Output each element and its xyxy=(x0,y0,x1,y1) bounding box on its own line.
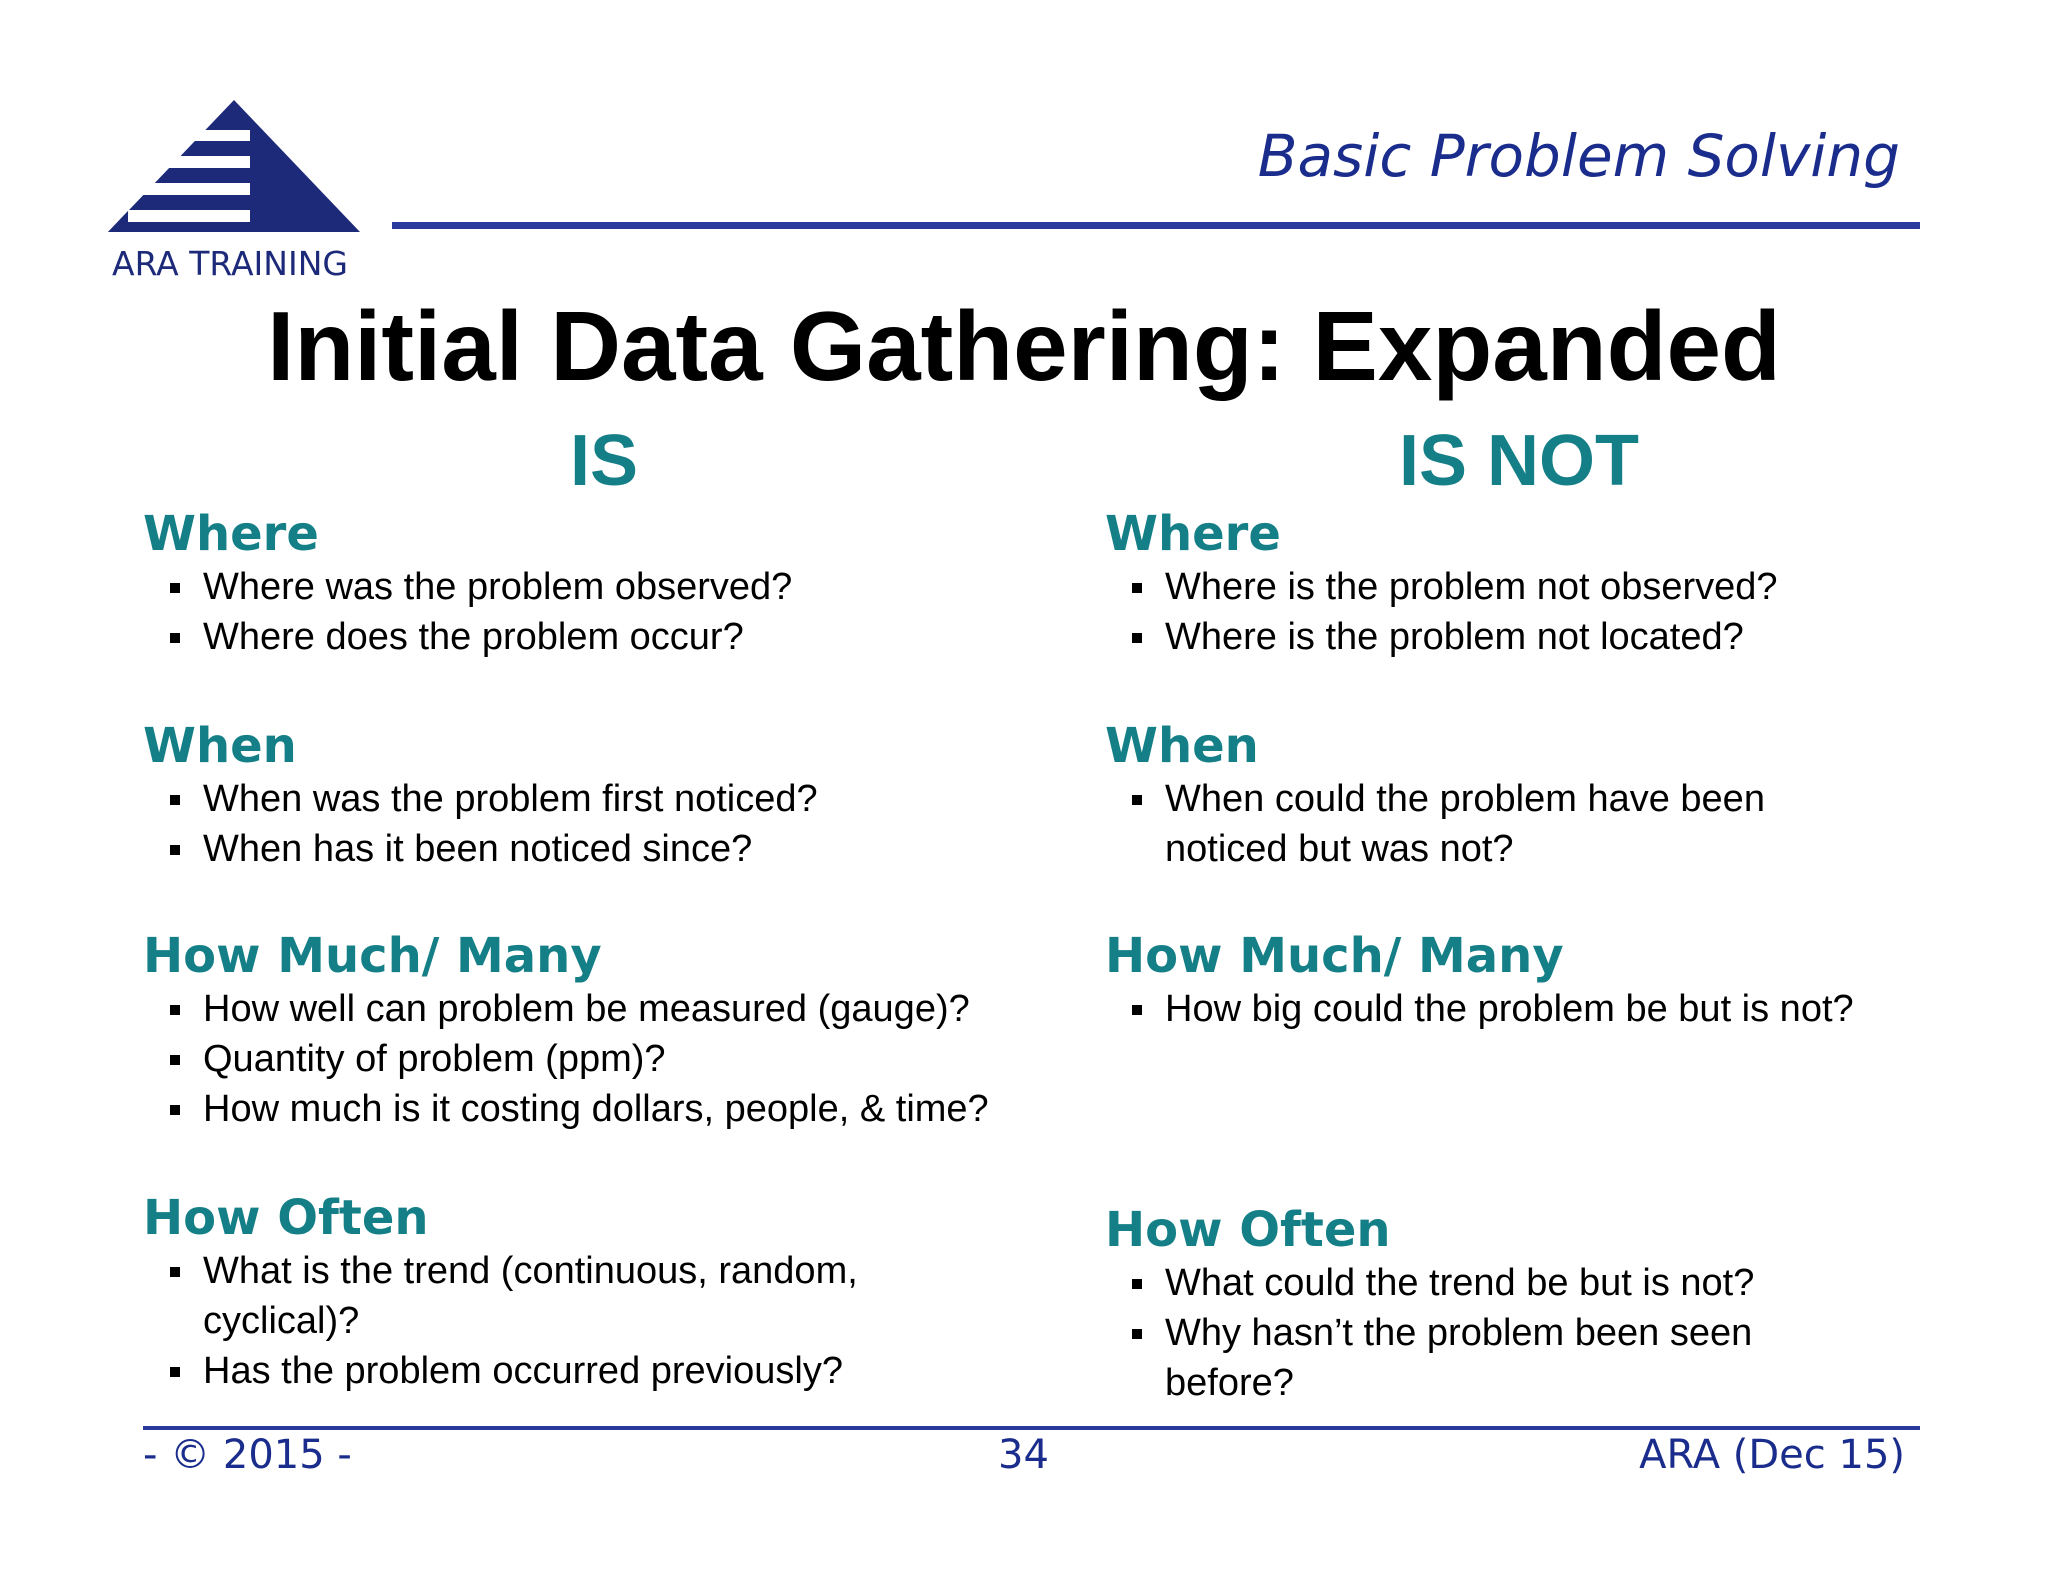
section-heading: How Much/ Many xyxy=(143,928,602,984)
bullet-item: Where does the problem occur? xyxy=(143,612,1063,662)
section-heading: When xyxy=(143,718,297,774)
section-heading: Where xyxy=(1105,506,1281,562)
bullet-item: Where is the problem not located? xyxy=(1105,612,1935,662)
bullet-item: What could the trend be but is not? xyxy=(1105,1258,1935,1308)
bullet-item: Why hasn’t the problem been seen before? xyxy=(1105,1308,1855,1408)
is-not-column-heading: IS NOT xyxy=(1399,421,1640,501)
bullet-item: Where is the problem not observed? xyxy=(1105,562,1935,612)
logo-text: ARA TRAINING xyxy=(112,244,348,283)
bullet-item: When has it been noticed since? xyxy=(143,824,1063,874)
bullet-item: What is the trend (continuous, random, cyclical)? xyxy=(143,1246,883,1346)
ara-training-logo xyxy=(108,100,368,283)
page-number: 34 xyxy=(998,1432,1049,1478)
copyright-text: - © 2015 - xyxy=(143,1432,352,1478)
header-divider xyxy=(392,222,1920,229)
page-title: Initial Data Gathering: Expanded xyxy=(267,291,1781,401)
is-column-heading: IS xyxy=(570,421,639,501)
section-heading: Where xyxy=(143,506,319,562)
bullet-item: How well can problem be measured (gauge)? xyxy=(143,984,1063,1034)
is-when-section xyxy=(143,718,1063,874)
footer-divider xyxy=(143,1426,1920,1430)
triangle-logo-icon xyxy=(108,100,368,232)
bullet-item: Where was the problem observed? xyxy=(143,562,1063,612)
bullet-item: Quantity of problem (ppm)? xyxy=(143,1034,1063,1084)
section-heading: How Much/ Many xyxy=(1105,928,1564,984)
bullet-item: Has the problem occurred previously? xyxy=(143,1346,943,1396)
is-not-how-much-section xyxy=(1105,928,1935,1034)
is-how-often-section xyxy=(143,1190,943,1396)
is-not-how-often-section xyxy=(1105,1202,1935,1408)
is-not-where-section xyxy=(1105,506,1935,662)
section-heading: How Often xyxy=(143,1190,429,1246)
course-title: Basic Problem Solving xyxy=(1257,122,1900,190)
bullet-item: How much is it costing dollars, people, & time? xyxy=(143,1084,1063,1134)
is-not-when-section xyxy=(1105,718,1935,874)
bullet-item: When could the problem have been noticed but was not? xyxy=(1105,774,1765,874)
footer-source: ARA (Dec 15) xyxy=(1639,1432,1905,1478)
bullet-item: How big could the problem be but is not? xyxy=(1105,984,1935,1034)
section-heading: When xyxy=(1105,718,1259,774)
section-heading: How Often xyxy=(1105,1202,1391,1258)
bullet-item: When was the problem first noticed? xyxy=(143,774,1063,824)
is-where-section xyxy=(143,506,1063,662)
is-how-much-section xyxy=(143,928,1063,1134)
